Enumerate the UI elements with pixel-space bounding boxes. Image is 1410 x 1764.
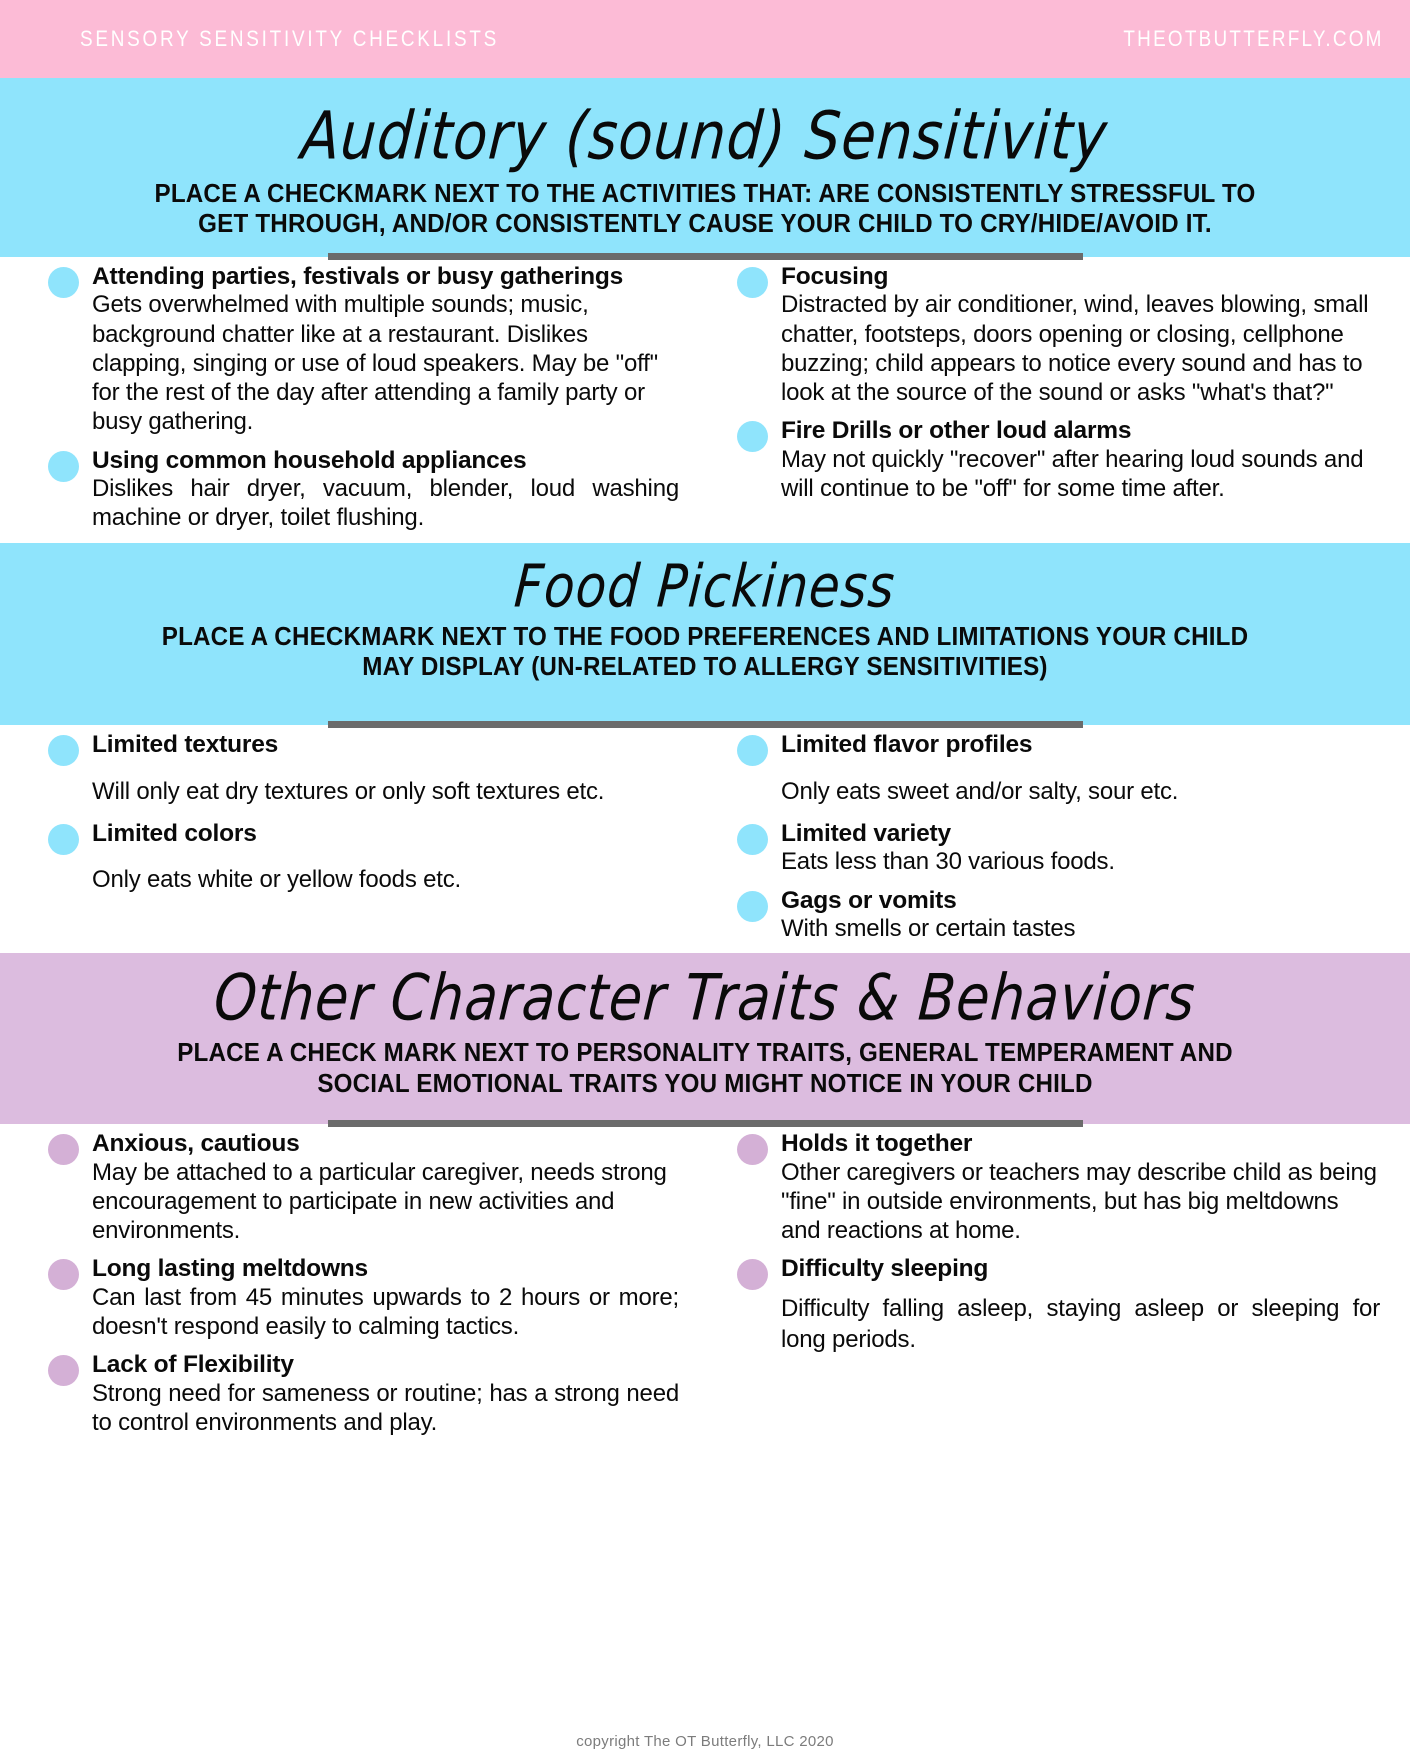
- checklist-item[interactable]: [42, 731, 679, 810]
- checklist-item-title: Attending parties, festivals or busy gatherings: [92, 262, 624, 290]
- checkbox-circle-icon[interactable]: [48, 267, 79, 298]
- section-body-traits: [0, 1124, 1410, 1447]
- checklist-item-title: Focusing: [781, 262, 889, 290]
- header-website-label: THEOTBUTTERFLY.COM: [1123, 26, 1384, 51]
- section-title-auditory: Auditory (sound) Sensitivity: [298, 98, 1111, 175]
- checklist-item-title: Limited colors: [92, 819, 257, 847]
- checklist-item[interactable]: [42, 820, 679, 899]
- checkbox-circle-icon[interactable]: [48, 1259, 79, 1290]
- checklist-item-description: May not quickly "recover" after hearing loud sounds and will continue to be "off" for some time after.: [781, 445, 1364, 503]
- checklist-item-description: Only eats white or yellow foods etc.: [92, 866, 461, 894]
- section-divider-traits: [0, 1098, 1410, 1124]
- checkbox-circle-icon[interactable]: [737, 267, 768, 298]
- checklist-item[interactable]: [731, 1255, 1380, 1355]
- section-subtitle-traits: PLACE A CHECK MARK NEXT TO PERSONALITY TRAITS, GENERAL TEMPERAMENT AND SOCIAL EMOTIONAL TRAITS YOU MIGHT NOTICE IN YOUR CHILD: [177, 1037, 1233, 1098]
- checkbox-circle-icon[interactable]: [48, 824, 79, 855]
- section-body-auditory: [0, 257, 1410, 543]
- checklist-item[interactable]: [42, 1130, 679, 1245]
- checklist-item[interactable]: [731, 417, 1380, 503]
- header-title: SENSORY SENSITIVITY CHECKLISTS: [80, 26, 500, 51]
- section-title-traits: Other Character Traits & Behaviors: [211, 960, 1199, 1036]
- checkbox-circle-icon[interactable]: [737, 824, 768, 855]
- section-subtitle-food: PLACE A CHECKMARK NEXT TO THE FOOD PREFERENCES AND LIMITATIONS YOUR CHILD MAY DISPLAY (UN-RELATED TO ALLERGY SENSITIVITIES): [161, 620, 1249, 681]
- food-left-column: [0, 731, 705, 953]
- checkbox-circle-icon[interactable]: [737, 1134, 768, 1165]
- checklist-item-title: Fire Drills or other loud alarms: [781, 417, 1132, 445]
- checklist-item[interactable]: [42, 447, 679, 533]
- checkbox-circle-icon[interactable]: [48, 451, 79, 482]
- traits-left-column: [0, 1130, 705, 1447]
- auditory-left-column: [0, 263, 705, 543]
- checklist-item[interactable]: [42, 1255, 679, 1341]
- section-divider-auditory: [0, 239, 1410, 257]
- checklist-item[interactable]: [42, 263, 679, 437]
- checklist-item-title: Lack of Flexibility: [92, 1351, 294, 1379]
- section-header-food: [0, 543, 1410, 726]
- section-title-food: Food Pickiness: [512, 551, 898, 621]
- checkbox-circle-icon[interactable]: [737, 1259, 768, 1290]
- section-body-food: [0, 725, 1410, 953]
- checklist-item-title: Holds it together: [781, 1130, 973, 1158]
- checkbox-circle-icon[interactable]: [48, 1355, 79, 1386]
- checkbox-circle-icon[interactable]: [48, 735, 79, 766]
- checkbox-circle-icon[interactable]: [737, 421, 768, 452]
- checklist-item[interactable]: [731, 887, 1380, 944]
- checklist-item-description: Only eats sweet and/or salty, sour etc.: [781, 777, 1179, 805]
- checklist-item[interactable]: [731, 820, 1380, 877]
- checklist-item-description: Will only eat dry textures or only soft textures etc.: [92, 777, 605, 805]
- checklist-item-description: Can last from 45 minutes upwards to 2 hours or more; doesn't respond easily to calming tactics.: [92, 1283, 679, 1341]
- checklist-item-title: Limited textures: [92, 731, 279, 759]
- section-header-traits: [0, 953, 1410, 1124]
- food-right-column: [705, 731, 1410, 953]
- checkbox-circle-icon[interactable]: [737, 891, 768, 922]
- checklist-item-description: Distracted by air conditioner, wind, leaves blowing, small chatter, footsteps, doors opening or closing, cellphone buzzing; child appears to notice every sound and has to look at the source of the sound or asks "what's that?": [781, 291, 1369, 407]
- checklist-item-title: Long lasting meltdowns: [92, 1255, 368, 1283]
- checklist-item-description: Strong need for sameness or routine; has a strong need to control environments and play.: [92, 1379, 679, 1437]
- section-header-auditory: [0, 78, 1410, 257]
- checklist-item-description: Difficulty falling asleep, staying asleep or sleeping for long periods.: [781, 1294, 1380, 1354]
- checklist-item-title: Anxious, cautious: [92, 1130, 300, 1158]
- page-header-bar: [0, 0, 1410, 78]
- checklist-item[interactable]: [731, 263, 1380, 408]
- checklist-item-title: Limited flavor profiles: [781, 731, 1033, 759]
- checkbox-circle-icon[interactable]: [48, 1134, 79, 1165]
- checklist-item-description: Dislikes hair dryer, vacuum, blender, loud washing machine or dryer, toilet flushing.: [92, 475, 679, 532]
- checklist-item-title: Using common household appliances: [92, 446, 527, 474]
- checklist-item[interactable]: [42, 1351, 679, 1437]
- section-divider-food: [0, 681, 1410, 725]
- checklist-item[interactable]: [731, 1130, 1380, 1245]
- auditory-right-column: [705, 263, 1410, 543]
- footer-copyright: copyright The OT Butterfly, LLC 2020: [576, 1733, 834, 1750]
- checklist-item-description: May be attached to a particular caregiver, needs strong encouragement to participate in new activities and environments.: [92, 1158, 667, 1245]
- checklist-item-description: With smells or certain tastes: [781, 915, 1076, 943]
- checklist-item-description: Eats less than 30 various foods.: [781, 848, 1115, 876]
- checklist-item-title: Difficulty sleeping: [781, 1255, 989, 1283]
- checklist-item-description: Gets overwhelmed with multiple sounds; music, background chatter like at a restaurant. Dislikes clapping, singing or use of loud speakers. May be "off" for the rest of the day after attending a family party or busy gathering.: [92, 291, 658, 436]
- checklist-item-title: Limited variety: [781, 819, 951, 847]
- section-subtitle-auditory: PLACE A CHECKMARK NEXT TO THE ACTIVITIES THAT: ARE CONSISTENTLY STRESSFUL TO GET THROUGH, AND/OR CONSISTENTLY CAUSE YOUR CHILD TO CRY/HIDE/AVOID IT.: [154, 178, 1256, 239]
- checklist-item-description: Other caregivers or teachers may describe child as being "fine" in outside environments, but has big meltdowns and reactions at home.: [781, 1158, 1377, 1245]
- checklist-item-title: Gags or vomits: [781, 886, 957, 914]
- traits-right-column: [705, 1130, 1410, 1447]
- checkbox-circle-icon[interactable]: [737, 735, 768, 766]
- checklist-item[interactable]: [731, 731, 1380, 810]
